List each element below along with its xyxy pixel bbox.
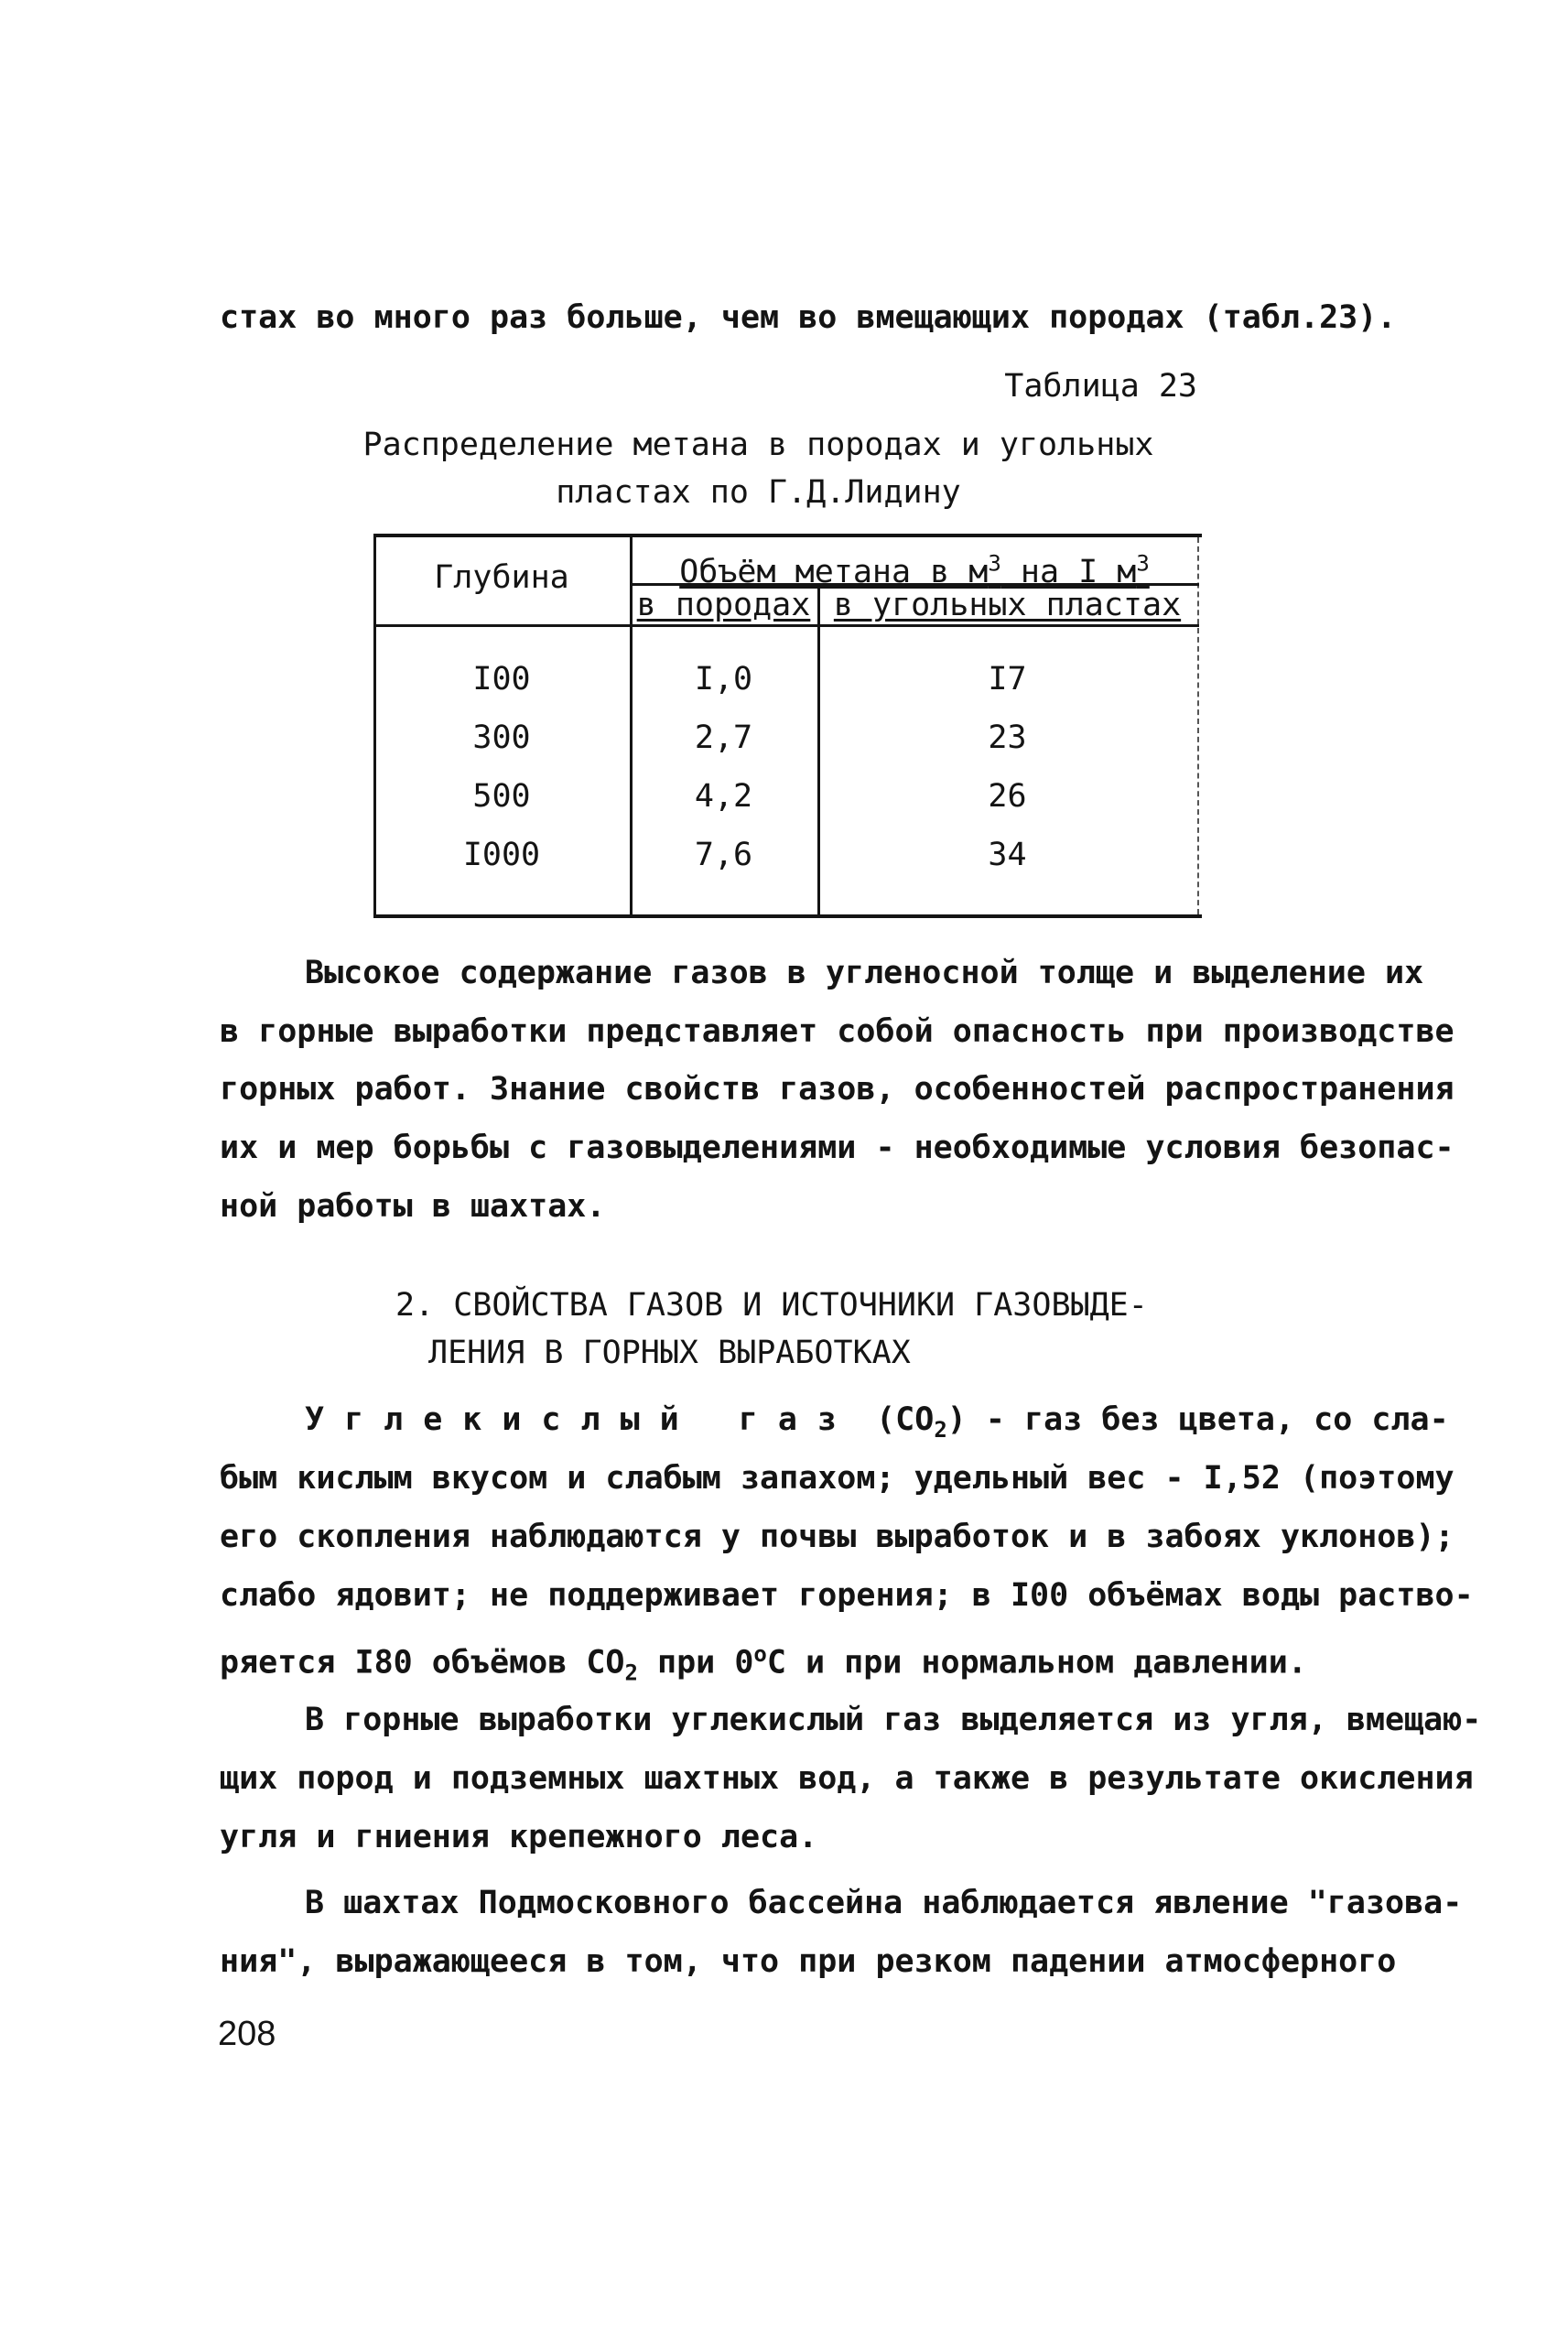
table-title-line2: пластах по Г.Д.Лидину xyxy=(556,474,961,511)
row-rock: I,0 xyxy=(694,661,753,698)
row-coal: 23 xyxy=(988,719,1027,756)
methane-table xyxy=(373,534,1202,918)
paragraph-line: щих пород и подземных шахтных вод, а также в результате окисления xyxy=(220,1760,1474,1797)
paragraph-line: в горные выработки представляет собой опасность при производстве xyxy=(220,1013,1454,1050)
section-heading-line2: ЛЕНИЯ В ГОРНЫХ ВЫРАБОТКАХ xyxy=(428,1335,911,1371)
section-heading-line1: 2. СВОЙСТВА ГАЗОВ И ИСТОЧНИКИ ГАЗОВЫДЕ- xyxy=(395,1287,1148,1324)
paragraph-line: ния", выражающееся в том, что при резком падении атмосферного xyxy=(220,1943,1397,1980)
top-text-line: стах во много раз больше, чем во вмещающих породах (табл.23). xyxy=(220,299,1397,336)
paragraph-line: их и мер борьбы с газовыделениями - необходимые условия безопас- xyxy=(220,1130,1454,1166)
row-depth: I000 xyxy=(462,837,541,873)
paragraph-line: его скопления наблюдаются у почвы выработок и в забоях уклонов); xyxy=(220,1519,1454,1555)
page-number: 208 xyxy=(218,2015,276,2053)
term-carbon-dioxide: Углекислый газ xyxy=(305,1401,858,1438)
paragraph-line: слабо ядовит; не поддерживает горения; в I00 объёмах воды раство- xyxy=(220,1577,1474,1614)
paragraph-line: Высокое содержание газов в угленосной толще и выделение их xyxy=(305,955,1424,991)
row-coal: 34 xyxy=(988,837,1027,873)
paragraph-line: В шахтах Подмосковного бассейна наблюдается явление "газова- xyxy=(305,1885,1463,1921)
row-rock: 4,2 xyxy=(694,778,753,815)
paragraph-line: Углекислый газ $(CO_2)$ - газ без цвета, со сла- xyxy=(305,1401,1449,1443)
paragraph-line: бым кислым вкусом и слабым запахом; удельный вес - I,52 (поэтому xyxy=(220,1460,1454,1497)
paragraph-line: ной работы в шахтах. xyxy=(220,1188,606,1225)
col-header-depth: Глубина xyxy=(434,559,569,596)
row-depth: 300 xyxy=(472,719,531,756)
row-rock: 7,6 xyxy=(694,837,753,873)
row-depth: 500 xyxy=(472,778,531,815)
paragraph-line: горных работ. Знание свойств газов, особенностей распространения xyxy=(220,1071,1454,1108)
table-right-border xyxy=(1197,537,1199,914)
table-label: Таблица 23 xyxy=(1004,368,1197,405)
subheader-coal: в угольных пластах xyxy=(833,587,1182,623)
subheader-rock: в породах xyxy=(636,587,811,623)
row-coal: 26 xyxy=(988,778,1027,815)
paragraph-line: В горные выработки углекислый газ выделяется из угля, вмещаю- xyxy=(305,1702,1482,1738)
row-coal: I7 xyxy=(988,661,1027,698)
paragraph-line: угля и гниения крепежного леса. xyxy=(220,1819,818,1855)
row-depth: I00 xyxy=(472,661,531,698)
col-header-volume: Объём метана в $м^3$ на I $м^3$ xyxy=(679,550,1150,590)
paragraph-line: ряется I80 объёмов $CO_2$ при $0^оС$ и при нормальном давлении. xyxy=(220,1641,1307,1686)
row-rock: 2,7 xyxy=(694,719,753,756)
table-title-line1: Распределение метана в породах и угольных xyxy=(362,427,1154,463)
